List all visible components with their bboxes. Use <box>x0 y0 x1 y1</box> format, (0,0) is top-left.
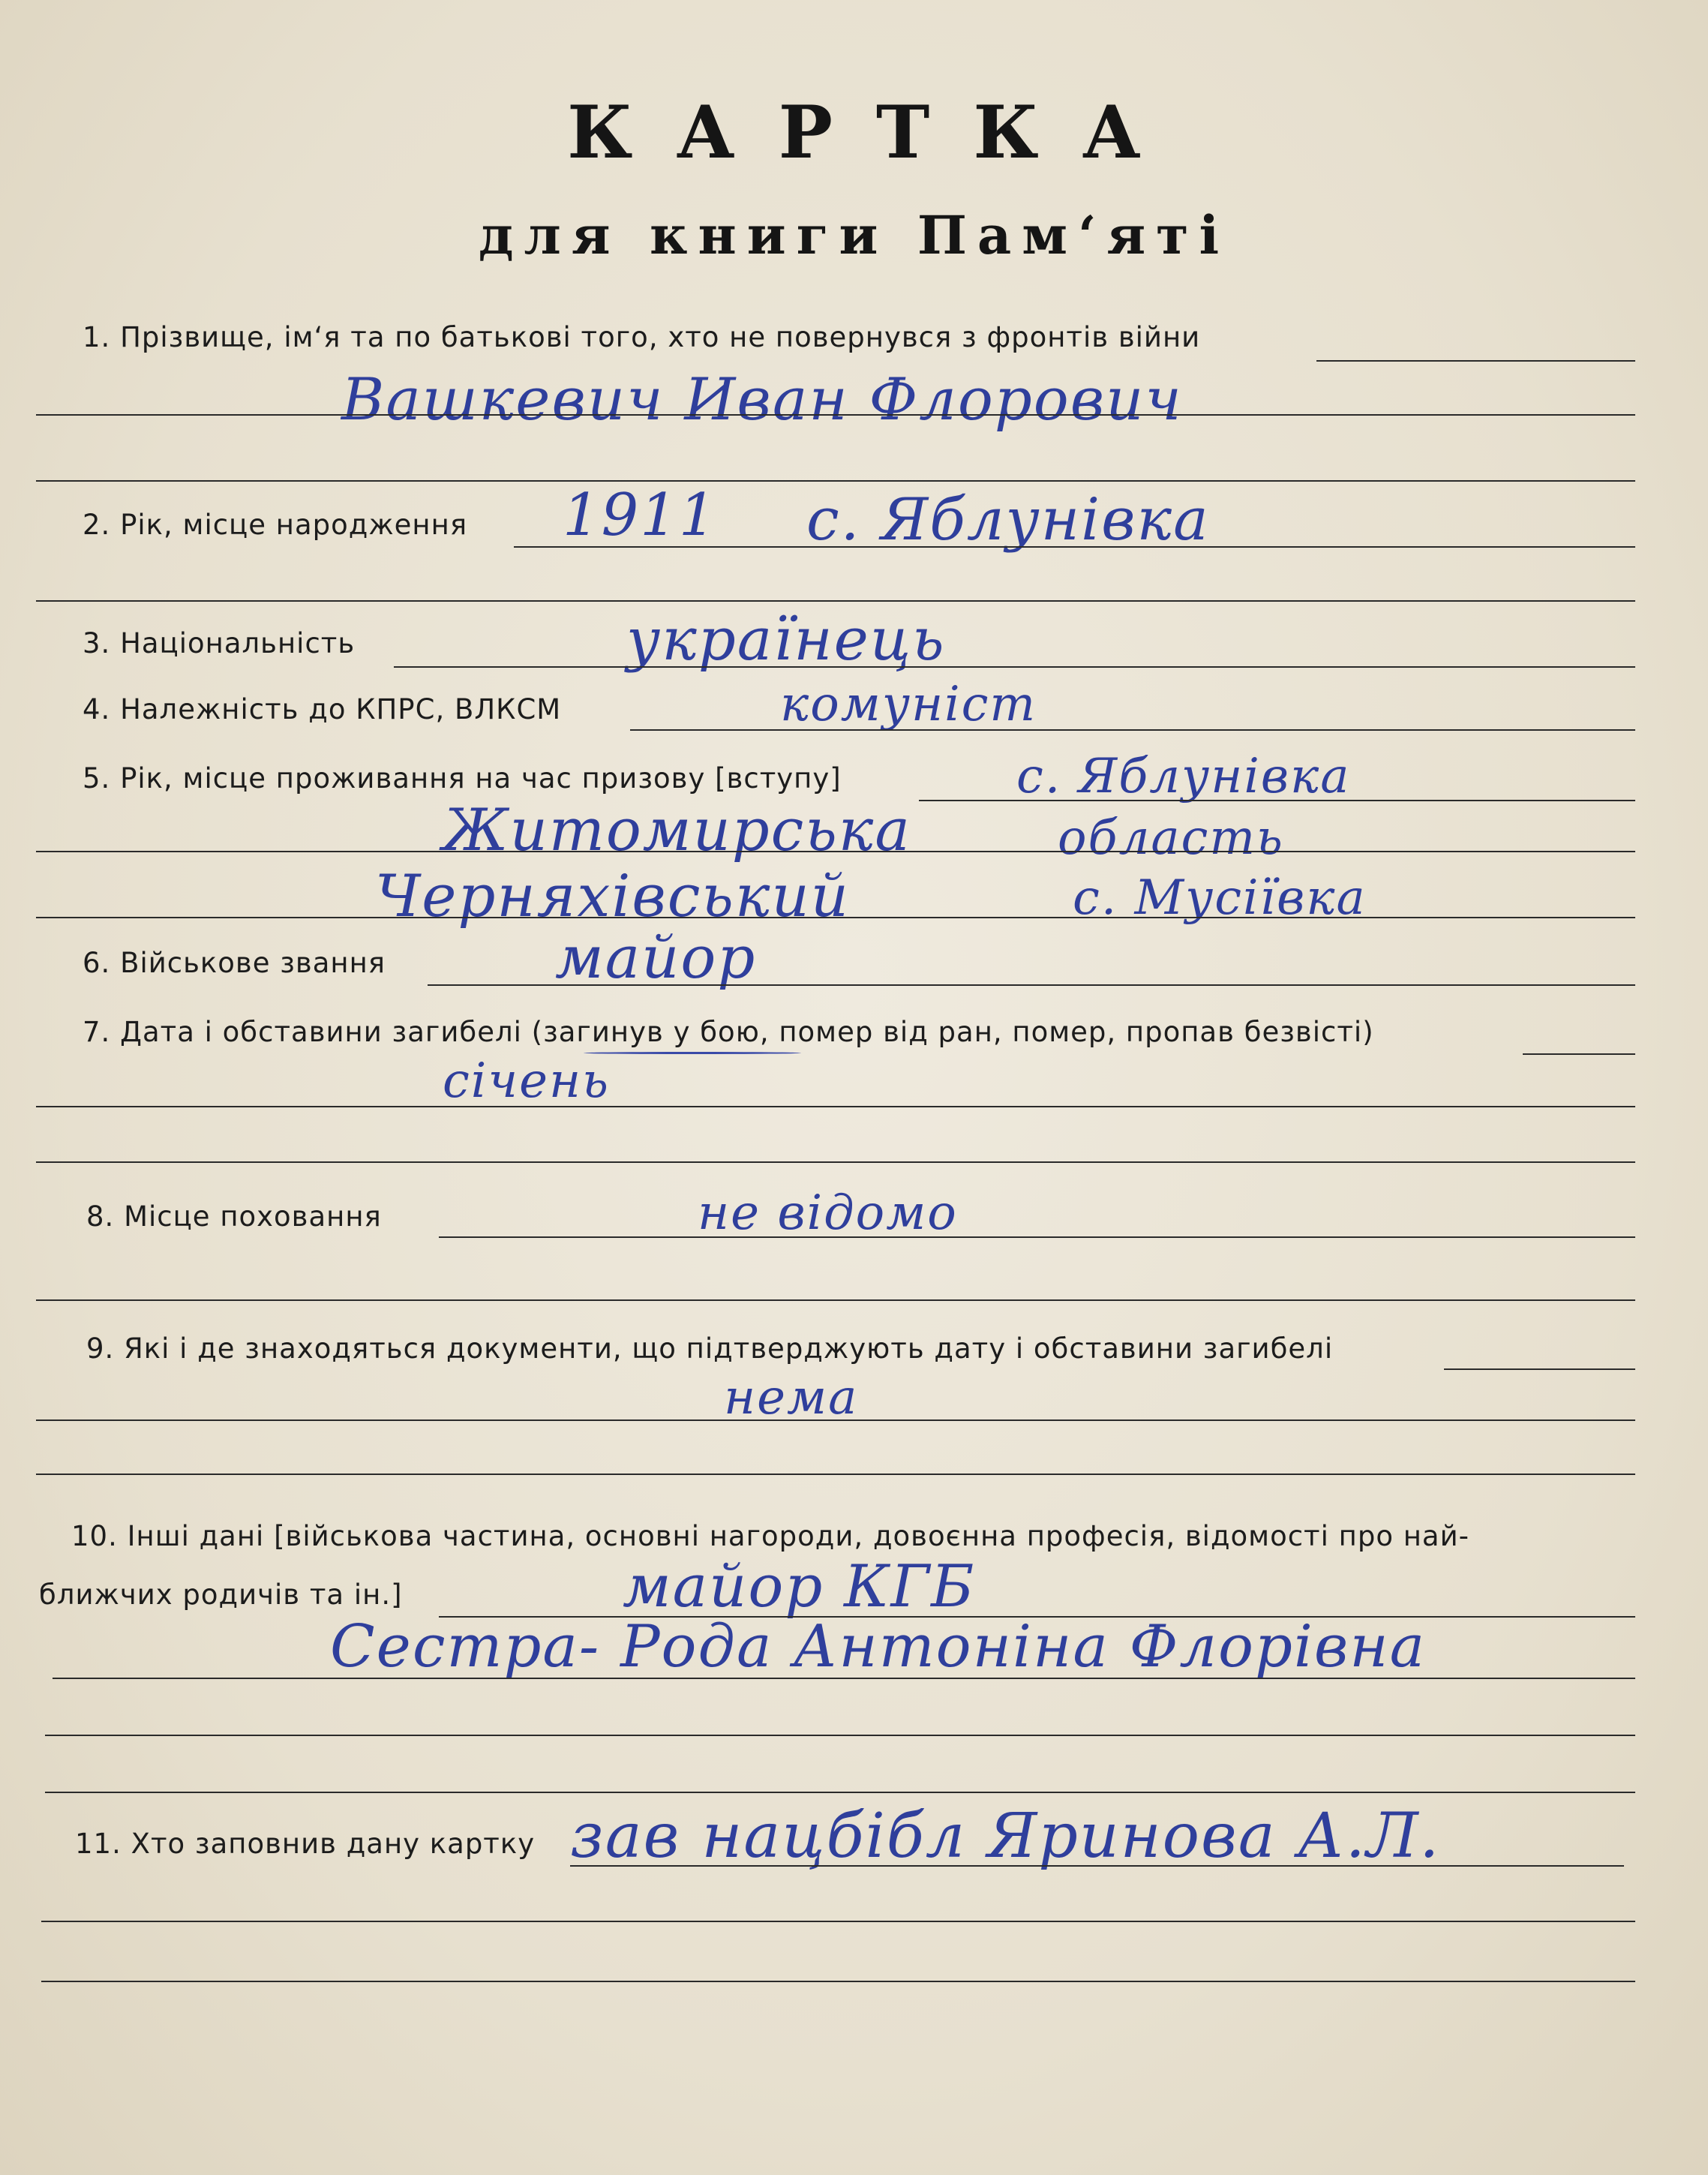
field-4-line <box>630 729 1635 731</box>
field-10-line-4 <box>45 1792 1635 1793</box>
field-7-label: 7. Дата і обставини загибелі (загинув у бою, помер від ран, помер, пропав безвісті) <box>83 1016 1374 1048</box>
card-subtitle: для книги Пам‘яті <box>478 204 1230 266</box>
field-3-line <box>394 666 1635 668</box>
field-10-value-2: Сестра- Рода Антоніна Флорівна <box>330 1613 1427 1681</box>
field-10-label-2: ближчих родичів та ін.] <box>39 1579 403 1611</box>
field-8-label: 8. Місце поховання <box>86 1200 382 1233</box>
field-7-line <box>1523 1053 1635 1055</box>
field-2-place: с. Яблунівка <box>806 486 1210 554</box>
field-1-line-2 <box>36 414 1635 416</box>
field-9-line-2 <box>36 1419 1635 1421</box>
field-2-line <box>514 546 1635 548</box>
field-7-line-2 <box>36 1106 1635 1107</box>
field-1-line-3 <box>36 480 1635 482</box>
field-1-label: 1. Прізвище, ім‘я та по батькові того, хто не повернувся з фронтів війни <box>83 321 1201 353</box>
field-10-value-1: майор КГБ <box>623 1553 976 1621</box>
field-7-line-3 <box>36 1161 1635 1163</box>
field-6-value: майор <box>555 924 757 992</box>
field-11-line-2 <box>41 1921 1635 1922</box>
field-4-value: комуніст <box>780 677 1037 732</box>
field-9-label: 9. Які і де знаходяться документи, що підтверджують дату і обставини загибелі <box>86 1332 1334 1365</box>
field-11-label: 11. Хто заповнив дану картку <box>75 1828 536 1860</box>
field-1-line <box>1316 360 1635 362</box>
field-2-line-2 <box>36 600 1635 602</box>
field-3-value: українець <box>626 606 946 674</box>
field-5-line-2 <box>36 851 1635 852</box>
field-5-line <box>919 800 1635 801</box>
field-8-value: не відомо <box>698 1185 958 1241</box>
field-3-label: 3. Національність <box>83 627 356 659</box>
card-title: КАРТКА <box>567 90 1184 175</box>
field-5-value-3: область <box>1058 810 1284 866</box>
field-7-value: січень <box>443 1053 610 1109</box>
field-9-value: нема <box>724 1370 859 1425</box>
field-5-value-5: с. Мусіївка <box>1073 870 1367 926</box>
field-6-line <box>428 984 1635 986</box>
field-6-label: 6. Військове звання <box>83 947 386 979</box>
field-9-line-3 <box>36 1474 1635 1475</box>
field-5-value-4: Черняхівський <box>375 863 850 930</box>
zahynuv-underline-mark <box>584 1052 801 1054</box>
field-5-value-1: с. Яблунівка <box>1016 749 1351 804</box>
field-9-line <box>1444 1368 1635 1370</box>
field-11-line <box>570 1865 1624 1867</box>
field-4-label: 4. Належність до КПРС, ВЛКСМ <box>83 693 562 726</box>
field-5-label: 5. Рік, місце проживання на час призову [вступу] <box>83 762 842 795</box>
field-10-label-1: 10. Інші дані [військова частина, основні нагороди, довоєнна професія, відомості про най- <box>71 1520 1469 1552</box>
field-2-label: 2. Рік, місце народження <box>83 509 468 541</box>
field-2-year: 1911 <box>563 482 718 549</box>
field-5-line-3 <box>36 917 1635 918</box>
field-8-line-2 <box>36 1299 1635 1301</box>
field-11-value: зав нацбібл Яринова А.Л. <box>570 1801 1441 1872</box>
field-5-value-2: Житомирська <box>443 797 911 864</box>
field-10-line-2 <box>53 1678 1635 1679</box>
field-10-line-3 <box>45 1735 1635 1736</box>
field-11-line-3 <box>41 1981 1635 1982</box>
field-8-line <box>439 1236 1635 1238</box>
field-1-value: Вашкевич Иван Флорович <box>341 366 1183 434</box>
